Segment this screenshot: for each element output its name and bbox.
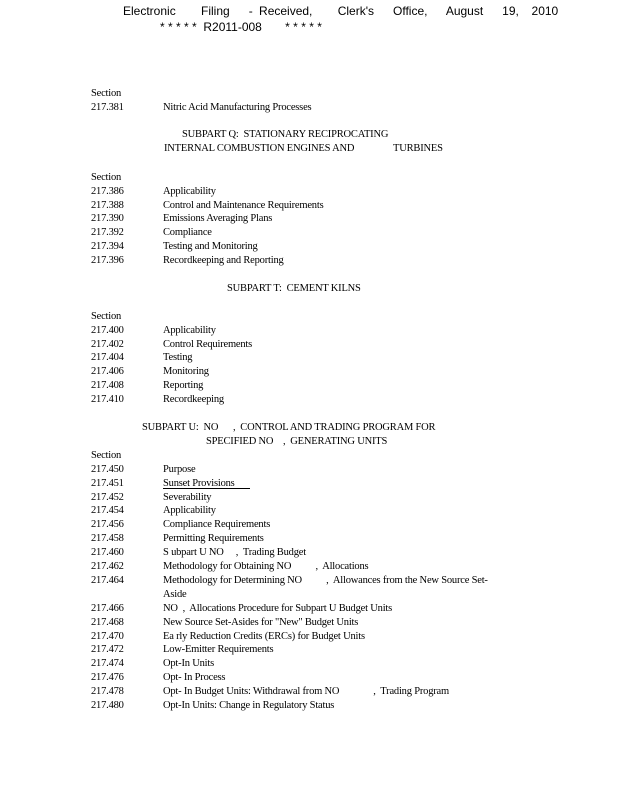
subpart-u-heading-line2-cont: , GENERATING UNITS (283, 436, 388, 447)
section-number: 217.458 (91, 533, 124, 544)
section-number: 217.402 (91, 339, 124, 350)
section-title: Permitting Requirements (163, 533, 264, 544)
section-title: Control and Maintenance Requirements (163, 200, 324, 211)
section-number: 217.386 (91, 186, 124, 197)
section-title: Methodology for Determining NO , Allowances from the New Source Set- (163, 575, 488, 586)
section-number: 217.468 (91, 617, 124, 628)
section-number: 217.392 (91, 227, 124, 238)
section-label: Section (91, 311, 122, 322)
section-title: Emissions Averaging Plans (163, 213, 273, 224)
section-title: Opt-In Units (163, 658, 214, 669)
section-title: Testing and Monitoring (163, 241, 258, 252)
section-title-continued: Aside (163, 589, 187, 600)
section-title: Compliance (163, 227, 212, 238)
insertion-rule (163, 488, 250, 489)
section-title: Opt-In Units: Change in Regulatory Status (163, 700, 335, 711)
section-title: Sunset Provisions (163, 478, 235, 489)
section-number: 217.480 (91, 700, 124, 711)
section-title: S ubpart U NO , Trading Budget (163, 547, 306, 558)
section-number: 217.466 (91, 603, 124, 614)
section-title: Recordkeeping (163, 394, 224, 405)
section-label: Section (91, 88, 122, 99)
section-title: Opt- In Budget Units: Withdrawal from NO , Trading Program (163, 686, 449, 697)
section-title: Ea rly Reduction Credits (ERCs) for Budget Units (163, 631, 365, 642)
section-number: 217.472 (91, 644, 124, 655)
section-number: 217.394 (91, 241, 124, 252)
section-number: 217.404 (91, 352, 124, 363)
subpart-q-heading-line2: INTERNAL COMBUSTION ENGINES AND (164, 143, 355, 154)
docket-number-line: * * * * * R2011-008 * * * * * (160, 20, 322, 34)
section-number: 217.388 (91, 200, 124, 211)
subpart-u-heading-line2: SPECIFIED NO (206, 436, 274, 447)
section-title: Compliance Requirements (163, 519, 271, 530)
section-number: 217.464 (91, 575, 124, 586)
section-title: Reporting (163, 380, 204, 391)
section-label: Section (91, 450, 122, 461)
section-number: 217.454 (91, 505, 124, 516)
section-number: 217.451 (91, 478, 124, 489)
section-title: Applicability (163, 325, 216, 336)
subpart-q-heading: SUBPART Q: STATIONARY RECIPROCATING (182, 129, 389, 140)
section-title: Monitoring (163, 366, 209, 377)
subpart-u-heading: SUBPART U: NO (142, 422, 219, 433)
section-title: Methodology for Obtaining NO , Allocations (163, 561, 369, 572)
filing-stamp-line: Electronic Filing - Received, Clerk's Office, August 19, 2010 (123, 4, 559, 18)
section-label: Section (91, 172, 122, 183)
section-title: Testing (163, 352, 193, 363)
section-number: 217.460 (91, 547, 124, 558)
section-title: Applicability (163, 505, 216, 516)
section-number: 217.470 (91, 631, 124, 642)
section-title: Recordkeeping and Reporting (163, 255, 284, 266)
section-title: Severability (163, 492, 212, 503)
section-number: 217.476 (91, 672, 124, 683)
section-number: 217.400 (91, 325, 124, 336)
section-number: 217.410 (91, 394, 124, 405)
section-title: New Source Set-Asides for "New" Budget Units (163, 617, 359, 628)
section-number: 217.474 (91, 658, 124, 669)
subpart-t-heading: SUBPART T: CEMENT KILNS (227, 283, 361, 294)
section-title: Applicability (163, 186, 216, 197)
section-number: 217.390 (91, 213, 124, 224)
section-number: 217.478 (91, 686, 124, 697)
section-title: Control Requirements (163, 339, 253, 350)
section-number: 217.381 (91, 102, 124, 113)
section-title: Opt- In Process (163, 672, 226, 683)
section-number: 217.456 (91, 519, 124, 530)
section-number: 217.408 (91, 380, 124, 391)
section-title: Low-Emitter Requirements (163, 644, 274, 655)
section-number: 217.396 (91, 255, 124, 266)
subpart-u-heading-cont: , CONTROL AND TRADING PROGRAM FOR (233, 422, 436, 433)
section-title: Purpose (163, 464, 196, 475)
section-number: 217.450 (91, 464, 124, 475)
section-title: Nitric Acid Manufacturing Processes (163, 102, 312, 113)
section-title: NO , Allocations Procedure for Subpart U Budget Units (163, 603, 393, 614)
subpart-q-heading-line2-end: TURBINES (393, 143, 443, 154)
section-number: 217.406 (91, 366, 124, 377)
section-number: 217.462 (91, 561, 124, 572)
section-number: 217.452 (91, 492, 124, 503)
